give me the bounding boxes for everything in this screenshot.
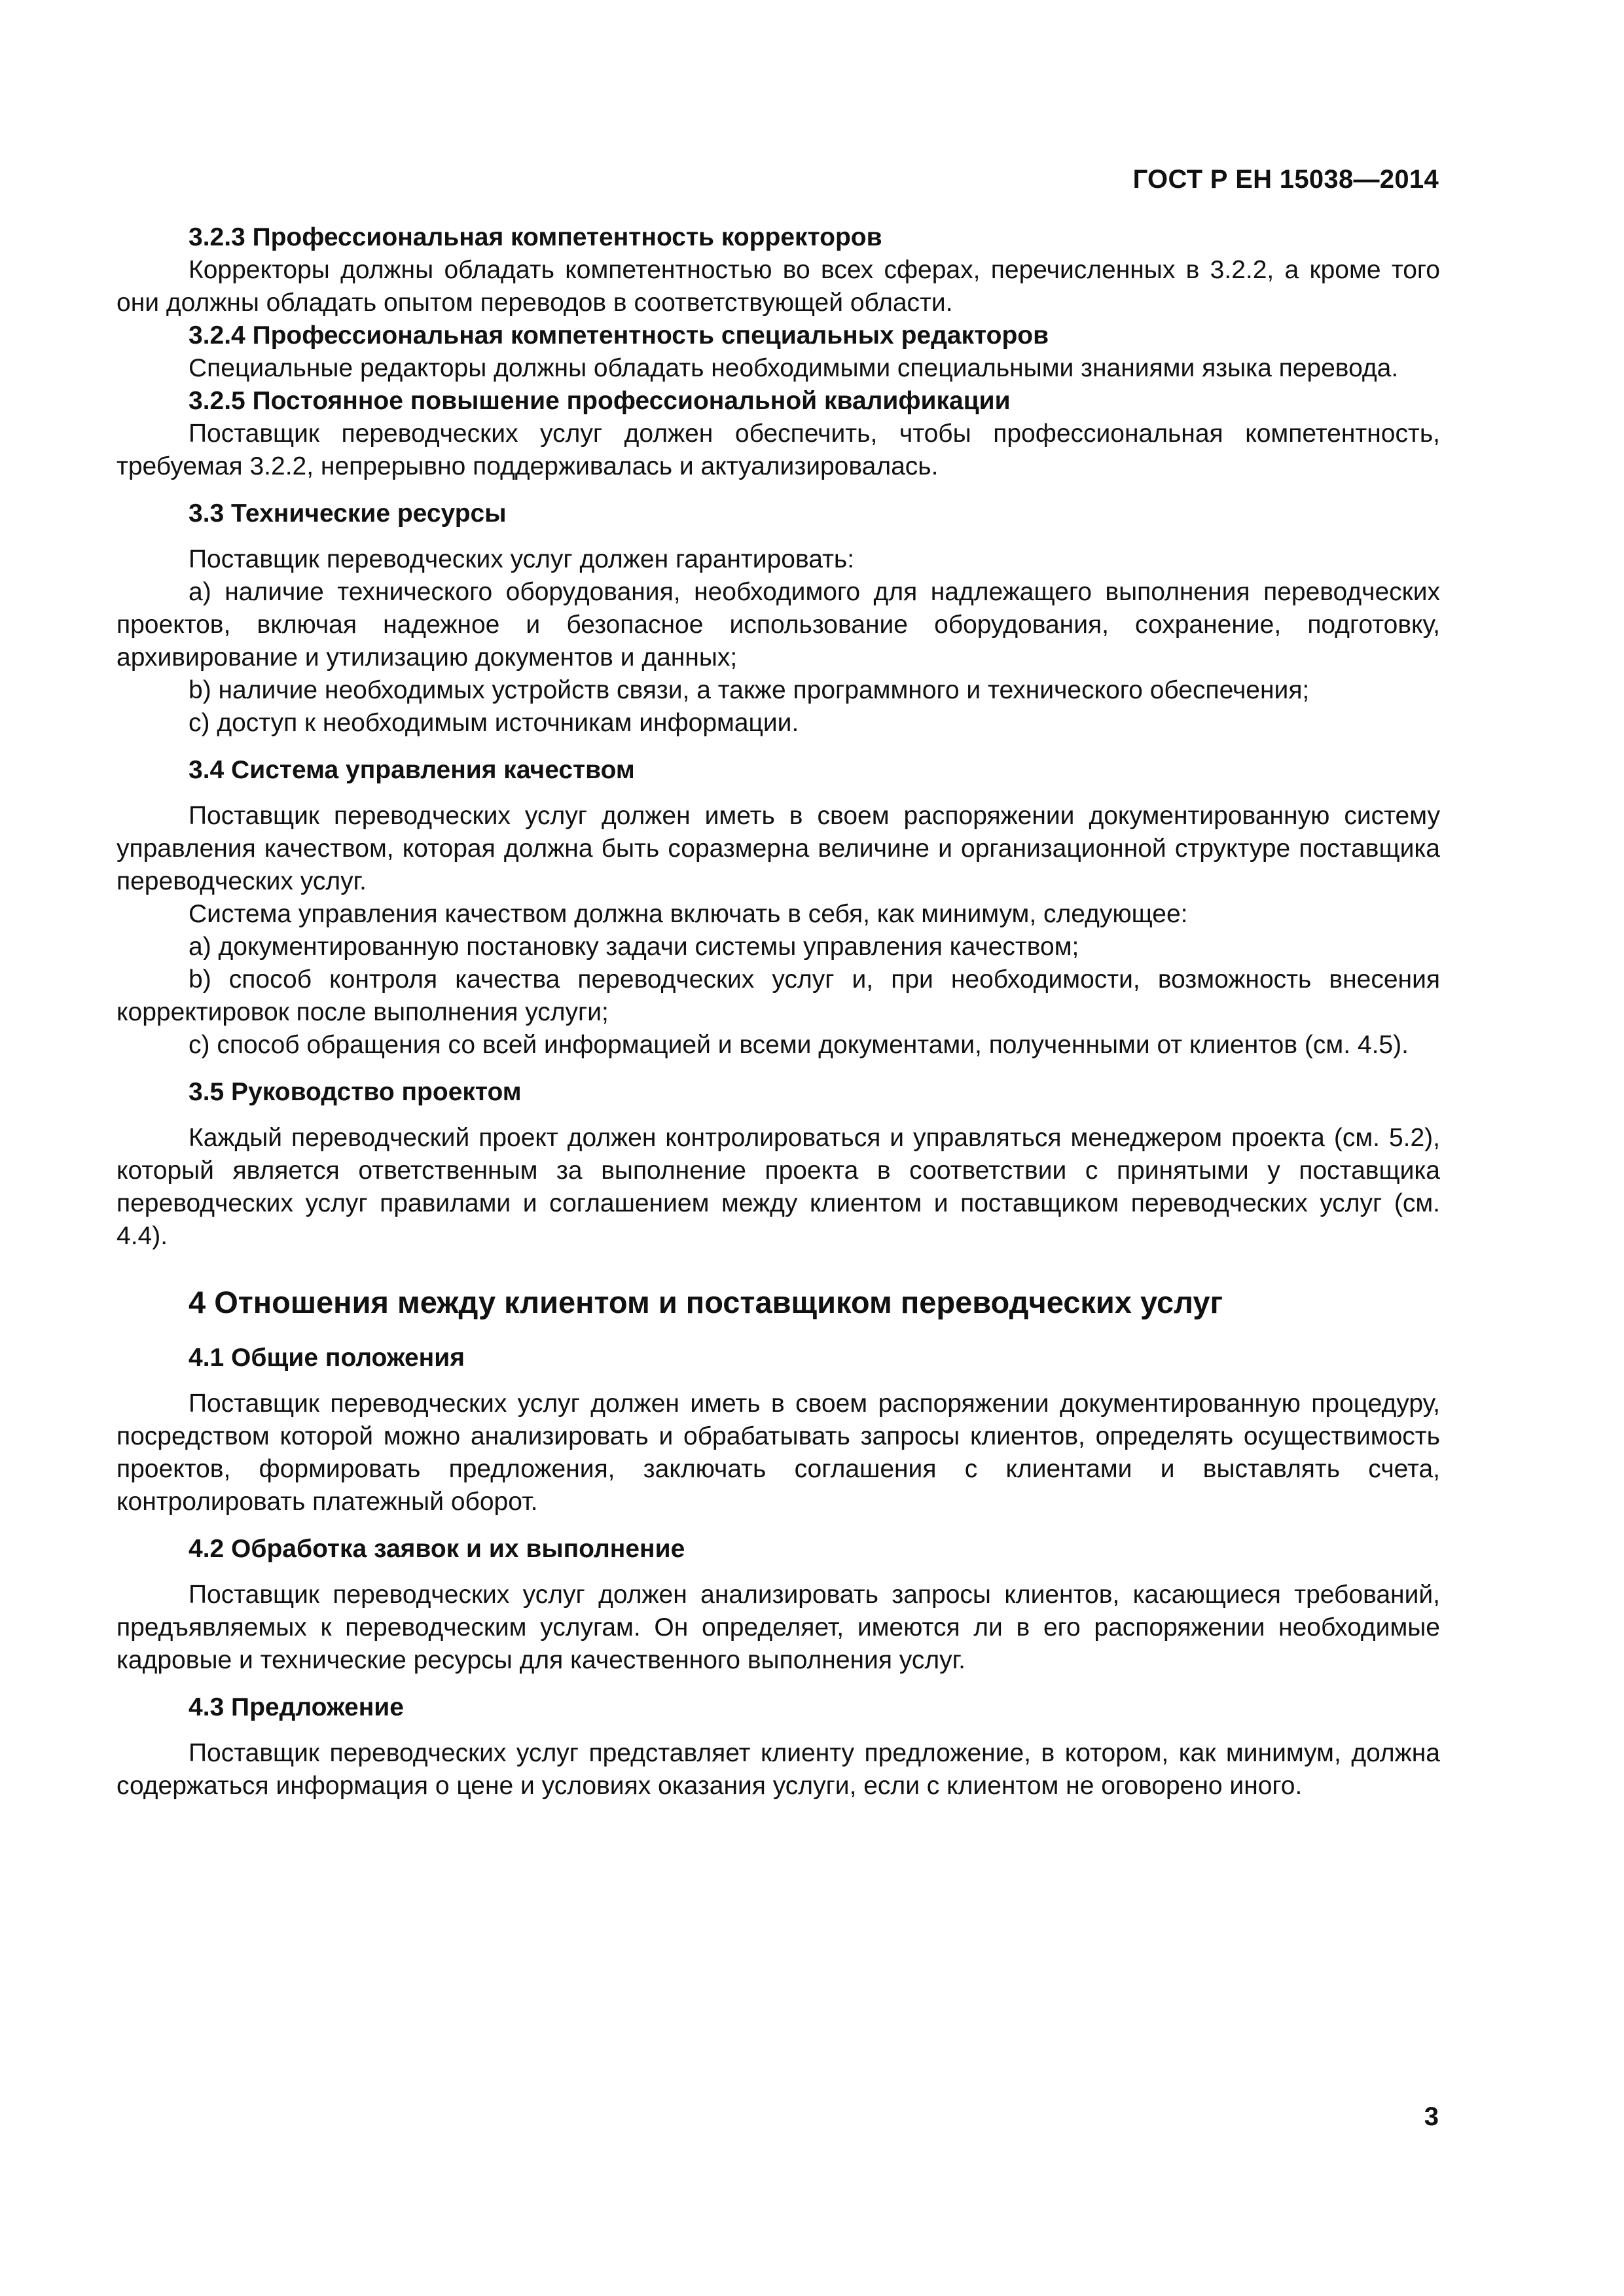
section-3-2-4-title: 3.2.4 Профессиональная компетентность специальных редакторов <box>189 321 1049 350</box>
section-3-4-paragraph-1: Поставщик переводческих услуг должен иметь в своем распоряжении документированную систему управления качеством, которая должна быть соразмерна величине и организационной структуре поставщика переводческих услуг. <box>117 802 1440 895</box>
section-3-3-item-b: b) наличие необходимых устройств связи, а также программного и технического обеспечения; <box>189 676 1310 704</box>
section-4-2-title: 4.2 Обработка заявок и их выполнение <box>189 1535 685 1563</box>
section-3-2-3-title: 3.2.3 Профессиональная компетентность корректоров <box>189 223 882 251</box>
section-3-3-item-a: а) наличие технического оборудования, необходимого для надлежащего выполнения переводческих проектов, включая надежное и безопасное использование оборудования, сохранение, подготовку, архивирование и утилизацию документов и данных; <box>117 578 1440 672</box>
section-3-5-paragraph: Каждый переводческий проект должен контролироваться и управляться менеджером проекта (см. 5.2), который является ответственным за выполнение проекта в соответствии с принятыми у поставщика переводческих услуг правилами и соглашением между клиентом и поставщиком переводческих услуг (см. 4.4). <box>117 1124 1440 1250</box>
section-4-title: 4 Отношения между клиентом и поставщиком переводческих услуг <box>189 1285 1223 1319</box>
section-3-2-5-paragraph: Поставщик переводческих услуг должен обеспечить, чтобы профессиональная компетентность, требуемая 3.2.2, непрерывно поддерживалась и актуализировалась. <box>117 420 1440 480</box>
section-3-3-title: 3.3 Технические ресурсы <box>189 499 507 528</box>
section-3-4-title: 3.4 Система управления качеством <box>189 756 635 784</box>
section-4-1-paragraph: Поставщик переводческих услуг должен иметь в своем распоряжении документированную процедуру, посредством которой можно анализировать и обрабатывать запросы клиентов, определять осуществимость проектов, формировать предложения, заключать соглашения с клиентами и выставлять счета, контролировать платежный оборот. <box>117 1390 1440 1516</box>
section-3-4-paragraph-2: Система управления качеством должна включать в себя, как минимум, следующее: <box>189 900 1188 928</box>
section-3-4-item-c: c) способ обращения со всей информацией и всеми документами, полученными от клиентов (см. 4.5). <box>189 1031 1409 1059</box>
section-3-4-item-a: а) документированную постановку задачи системы управления качеством; <box>189 933 1079 961</box>
section-4-3-paragraph: Поставщик переводческих услуг представляет клиенту предложение, в котором, как минимум, должна содержаться информация о цене и условиях оказания услуги, если с клиентом не оговорено иного. <box>117 1739 1440 1800</box>
section-4-3-title: 4.3 Предложение <box>189 1693 404 1721</box>
document-body <box>117 221 1440 1803</box>
section-3-3-item-c: c) доступ к необходимым источникам информации. <box>189 709 799 737</box>
document-code: ГОСТ Р ЕН 15038—2014 <box>1132 165 1439 194</box>
section-3-5-title: 3.5 Руководство проектом <box>189 1078 522 1106</box>
section-3-3-intro: Поставщик переводческих услуг должен гарантировать: <box>189 545 855 573</box>
section-3-2-4-paragraph: Специальные редакторы должны обладать необходимыми специальными знаниями языка перевода. <box>189 354 1399 382</box>
section-4-1-title: 4.1 Общие положения <box>189 1344 465 1372</box>
section-3-4-item-b: b) способ контроля качества переводческих услуг и, при необходимости, возможность внесения корректировок после выполнения услуги; <box>117 965 1440 1026</box>
section-4-2-paragraph: Поставщик переводческих услуг должен анализировать запросы клиентов, касающиеся требований, предъявляемых к переводческим услугам. Он определяет, имеются ли в его распоряжении необходимые кадровые и технические ресурсы для качественного выполнения услуг. <box>117 1581 1440 1674</box>
page-number: 3 <box>1424 2102 1439 2131</box>
section-3-2-3-paragraph: Корректоры должны обладать компетентностью во всех сферах, перечисленных в 3.2.2, а кроме того они должны обладать опытом переводов в соответствующей области. <box>117 256 1440 317</box>
section-3-2-5-title: 3.2.5 Постоянное повышение профессиональной квалификации <box>189 387 1011 415</box>
